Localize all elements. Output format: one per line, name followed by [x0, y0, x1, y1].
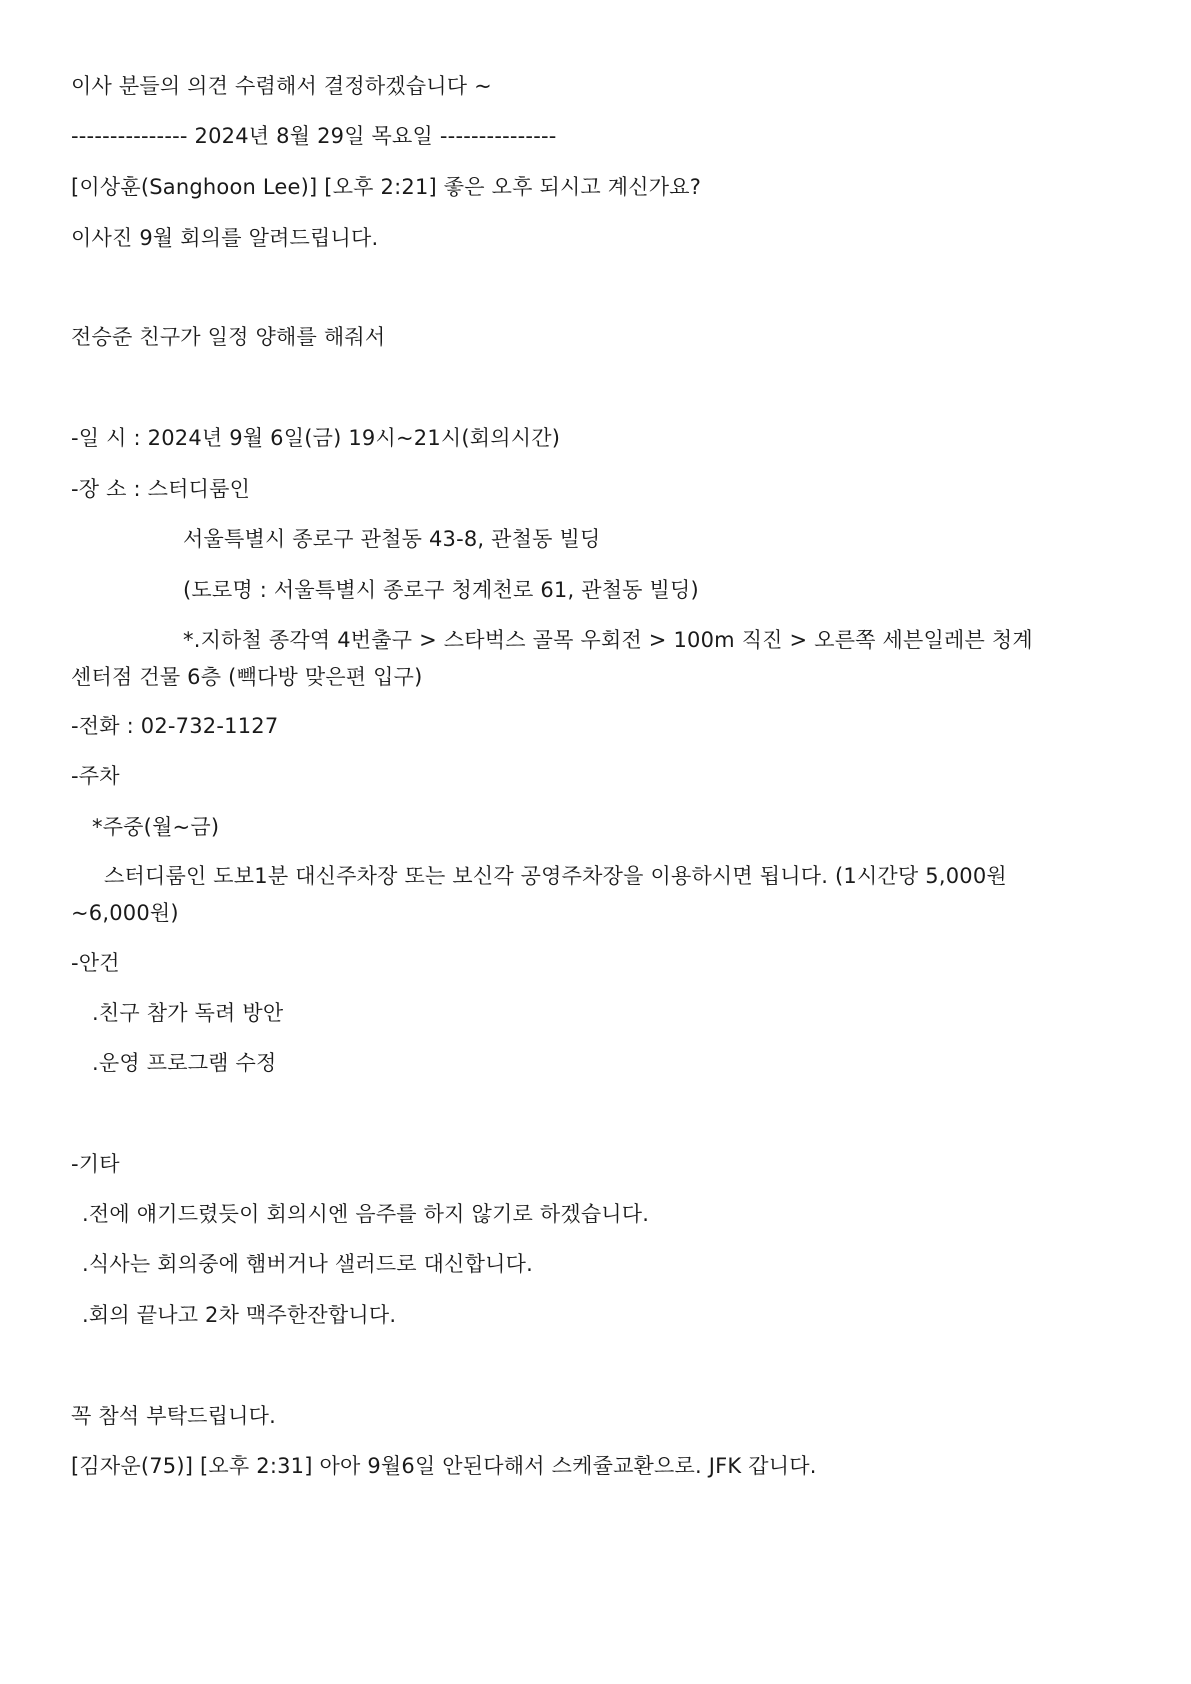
attendance-request: 꼭 참석 부탁드립니다. [71, 1404, 276, 1428]
date-separator: --------------- 2024년 8월 29일 목요일 --------------- [71, 124, 557, 148]
agenda-item-2: .운영 프로그램 수정 [92, 1051, 277, 1075]
meeting-announcement: 이사진 9월 회의를 알려드립니다. [71, 226, 379, 250]
parking-weekday: *주중(월~금) [92, 815, 220, 839]
other-item-2: .식사는 회의중에 햄버거나 샐러드로 대신합니다. [82, 1252, 533, 1276]
place-road-address: (도로명 : 서울특별시 종로구 청계천로 61, 관철동 빌딩) [183, 578, 699, 602]
meeting-place: -장 소 : 스터디룸인 [71, 477, 251, 501]
phone-number: -전화 : 02-732-1127 [71, 714, 279, 738]
other-item-3: .회의 끝나고 2차 맥주한잔합니다. [82, 1303, 397, 1327]
parking-info-line-2: ~6,000원) [71, 901, 179, 925]
other-item-1: .전에 얘기드렸듯이 회의시엔 음주를 하지 않기로 하겠습니다. [82, 1202, 650, 1226]
message-header-lee: [이상훈(Sanghoon Lee)] [오후 2:21] 좋은 오후 되시고 계신가요? [71, 175, 702, 199]
meeting-datetime: -일 시 : 2024년 9월 6일(금) 19시~21시(회의시간) [71, 426, 561, 450]
agenda-item-1: .친구 참가 독려 방안 [92, 1001, 284, 1025]
schedule-note: 전승준 친구가 일정 양해를 해줘서 [71, 325, 386, 349]
directions-line-2: 센터점 건물 6층 (빽다방 맞은편 입구) [71, 665, 423, 689]
other-heading: -기타 [71, 1152, 120, 1176]
place-address: 서울특별시 종로구 관철동 43-8, 관철동 빌딩 [183, 527, 601, 551]
message-header-kim: [김자운(75)] [오후 2:31] 아아 9월6일 안된다해서 스케쥴교환으로. JFK 갑니다. [71, 1454, 817, 1478]
directions-line-1: *.지하철 종각역 4번출구 > 스타벅스 골목 우회전 > 100m 직진 > 오른쪽 세븐일레븐 청계 [183, 628, 1033, 652]
opening-remark: 이사 분들의 의견 수렴해서 결정하겠습니다 ~ [71, 74, 492, 98]
agenda-heading: -안건 [71, 951, 120, 975]
parking-heading: -주차 [71, 764, 120, 788]
parking-info-line-1: 스터디룸인 도보1분 대신주차장 또는 보신각 공영주차장을 이용하시면 됩니다. (1시간당 5,000원 [104, 864, 1007, 888]
